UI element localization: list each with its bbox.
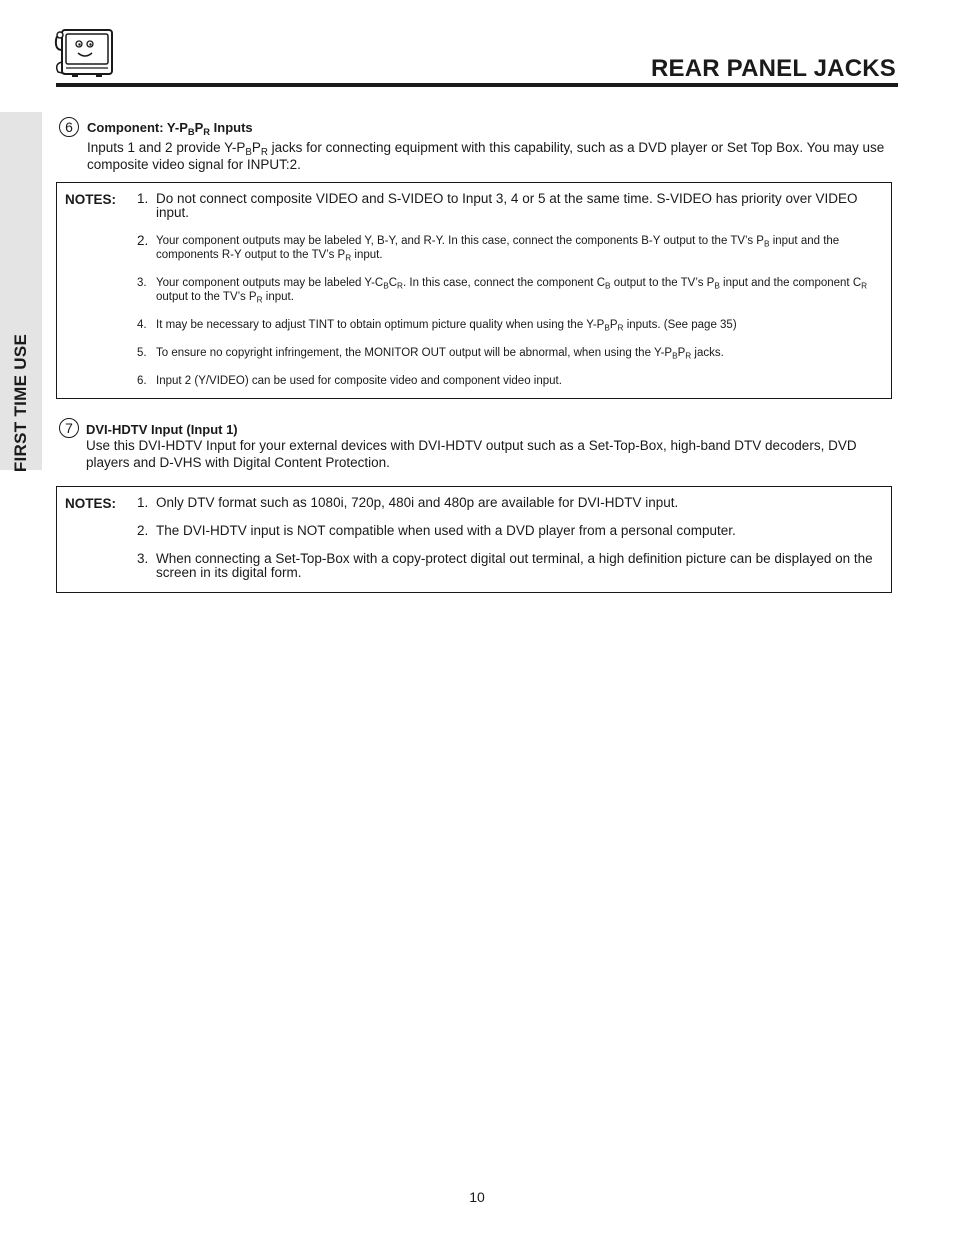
body-part: P xyxy=(251,140,261,155)
section-number-7: 7 xyxy=(59,418,79,438)
note-part: P xyxy=(609,319,618,331)
note-part: Input 2 (Y/VIDEO) can be used for composite video and component video input. xyxy=(156,375,562,387)
subscript: R xyxy=(260,146,268,158)
note-text xyxy=(156,374,883,388)
subscript: R xyxy=(397,281,403,291)
subscript: B xyxy=(714,281,720,291)
note-part: input and the component C xyxy=(719,277,862,289)
notes-box-2 xyxy=(56,486,892,593)
note-part: . In this case, connect the component C xyxy=(403,277,606,289)
note-number: 4. xyxy=(137,319,147,331)
subscript: R xyxy=(861,281,868,291)
subscript: R xyxy=(256,295,263,305)
note-text xyxy=(156,192,883,220)
note-part: It may be necessary to adjust TINT to obtain optimum picture quality when using the Y-P xyxy=(156,319,605,331)
title-part: Inputs xyxy=(210,120,253,135)
note-part: output to the TV’s P xyxy=(610,277,715,289)
notes-box-1 xyxy=(56,182,892,399)
note-text xyxy=(156,234,883,262)
subscript: B xyxy=(605,281,611,291)
side-tab xyxy=(0,112,42,473)
note-text: Only DTV format such as 1080i, 720p, 480i and 480p are available for DVI-HDTV input. xyxy=(156,495,679,510)
page-title: REAR PANEL JACKS xyxy=(650,55,896,82)
note-item xyxy=(137,346,883,360)
note-item xyxy=(137,496,883,510)
note-item xyxy=(137,192,883,220)
section6-body xyxy=(87,139,902,173)
note-item xyxy=(137,374,883,388)
body-part: Inputs 1 and 2 provide Y-P xyxy=(87,140,246,155)
tv-mascot-icon xyxy=(52,26,116,78)
subscript: B xyxy=(604,323,610,333)
note-number: 6. xyxy=(137,375,147,387)
subscript: R xyxy=(345,253,352,263)
body-part: jacks for connecting equipment with this capability, such as a DVD player or Set Top Box. You may use composite video signal for INPUT:2. xyxy=(87,140,885,172)
note-number: 3. xyxy=(137,551,149,566)
note-text: When connecting a Set-Top-Box with a copy-protect digital out terminal, a high definition picture can be displayed on the screen in its digital form. xyxy=(156,551,873,580)
section6-title xyxy=(87,120,253,135)
section7-body: Use this DVI-HDTV Input for your external devices with DVI-HDTV output such as a Set-Top-Box, high-band DTV decoders, DVD players and D-VHS with Digital Content Protection. xyxy=(86,438,857,470)
note-item xyxy=(137,318,883,332)
note-part: Do not connect composite VIDEO and S-VIDEO to Input 3, 4 or 5 at the same time. S-VIDEO has priority over VIDEO input. xyxy=(156,191,858,220)
subscript: R xyxy=(203,126,211,137)
note-part: To ensure no copyright infringement, the MONITOR OUT output will be abnormal, when using the Y-P xyxy=(156,347,673,359)
side-tab-label: FIRST TIME USE xyxy=(11,333,30,473)
note-item xyxy=(137,552,883,580)
note-number: 1. xyxy=(137,191,149,206)
note-text xyxy=(156,276,883,304)
subscript: R xyxy=(685,351,692,361)
subscript: R xyxy=(617,323,624,333)
note-text: The DVI-HDTV input is NOT compatible when used with a DVD player from a personal computer. xyxy=(156,523,736,538)
title-part: P xyxy=(194,120,204,135)
notes-label: NOTES: xyxy=(65,496,117,511)
note-part: input. xyxy=(351,249,383,261)
note-number: 2. xyxy=(137,523,149,538)
subscript: B xyxy=(245,146,252,158)
note-part: inputs. (See page 35) xyxy=(623,319,737,331)
note-part: C xyxy=(388,277,398,289)
note-item xyxy=(137,234,883,262)
subscript: B xyxy=(763,239,770,249)
note-text xyxy=(156,346,883,360)
section7-title: DVI-HDTV Input (Input 1) xyxy=(86,422,238,437)
section-number-6: 6 xyxy=(59,117,79,137)
note-part: jacks. xyxy=(691,347,724,359)
note-item xyxy=(137,524,883,538)
note-part: output to the TV’s P xyxy=(156,291,257,303)
note-item xyxy=(137,276,883,304)
note-part: Your component outputs may be labeled Y-C xyxy=(156,277,384,289)
note-number: 3. xyxy=(137,277,147,289)
note-part: input. xyxy=(262,291,294,303)
note-text xyxy=(156,318,883,332)
title-part: Component: Y-P xyxy=(87,120,188,135)
subscript: B xyxy=(383,281,389,291)
note-part: P xyxy=(677,347,686,359)
note-part: Your component outputs may be labeled Y, B-Y, and R-Y. In this case, connect the components B-Y output to the TV’s P xyxy=(156,235,764,247)
note-number: 2. xyxy=(137,233,149,248)
note-part: input and the components R-Y output to the TV’s P xyxy=(156,235,840,261)
note-number: 1. xyxy=(137,495,149,510)
title-rule xyxy=(56,83,898,87)
notes-label: NOTES: xyxy=(65,192,117,207)
note-number: 5. xyxy=(137,347,147,359)
page-number: 10 xyxy=(469,1189,485,1205)
subscript: B xyxy=(187,126,195,137)
subscript: B xyxy=(672,351,678,361)
